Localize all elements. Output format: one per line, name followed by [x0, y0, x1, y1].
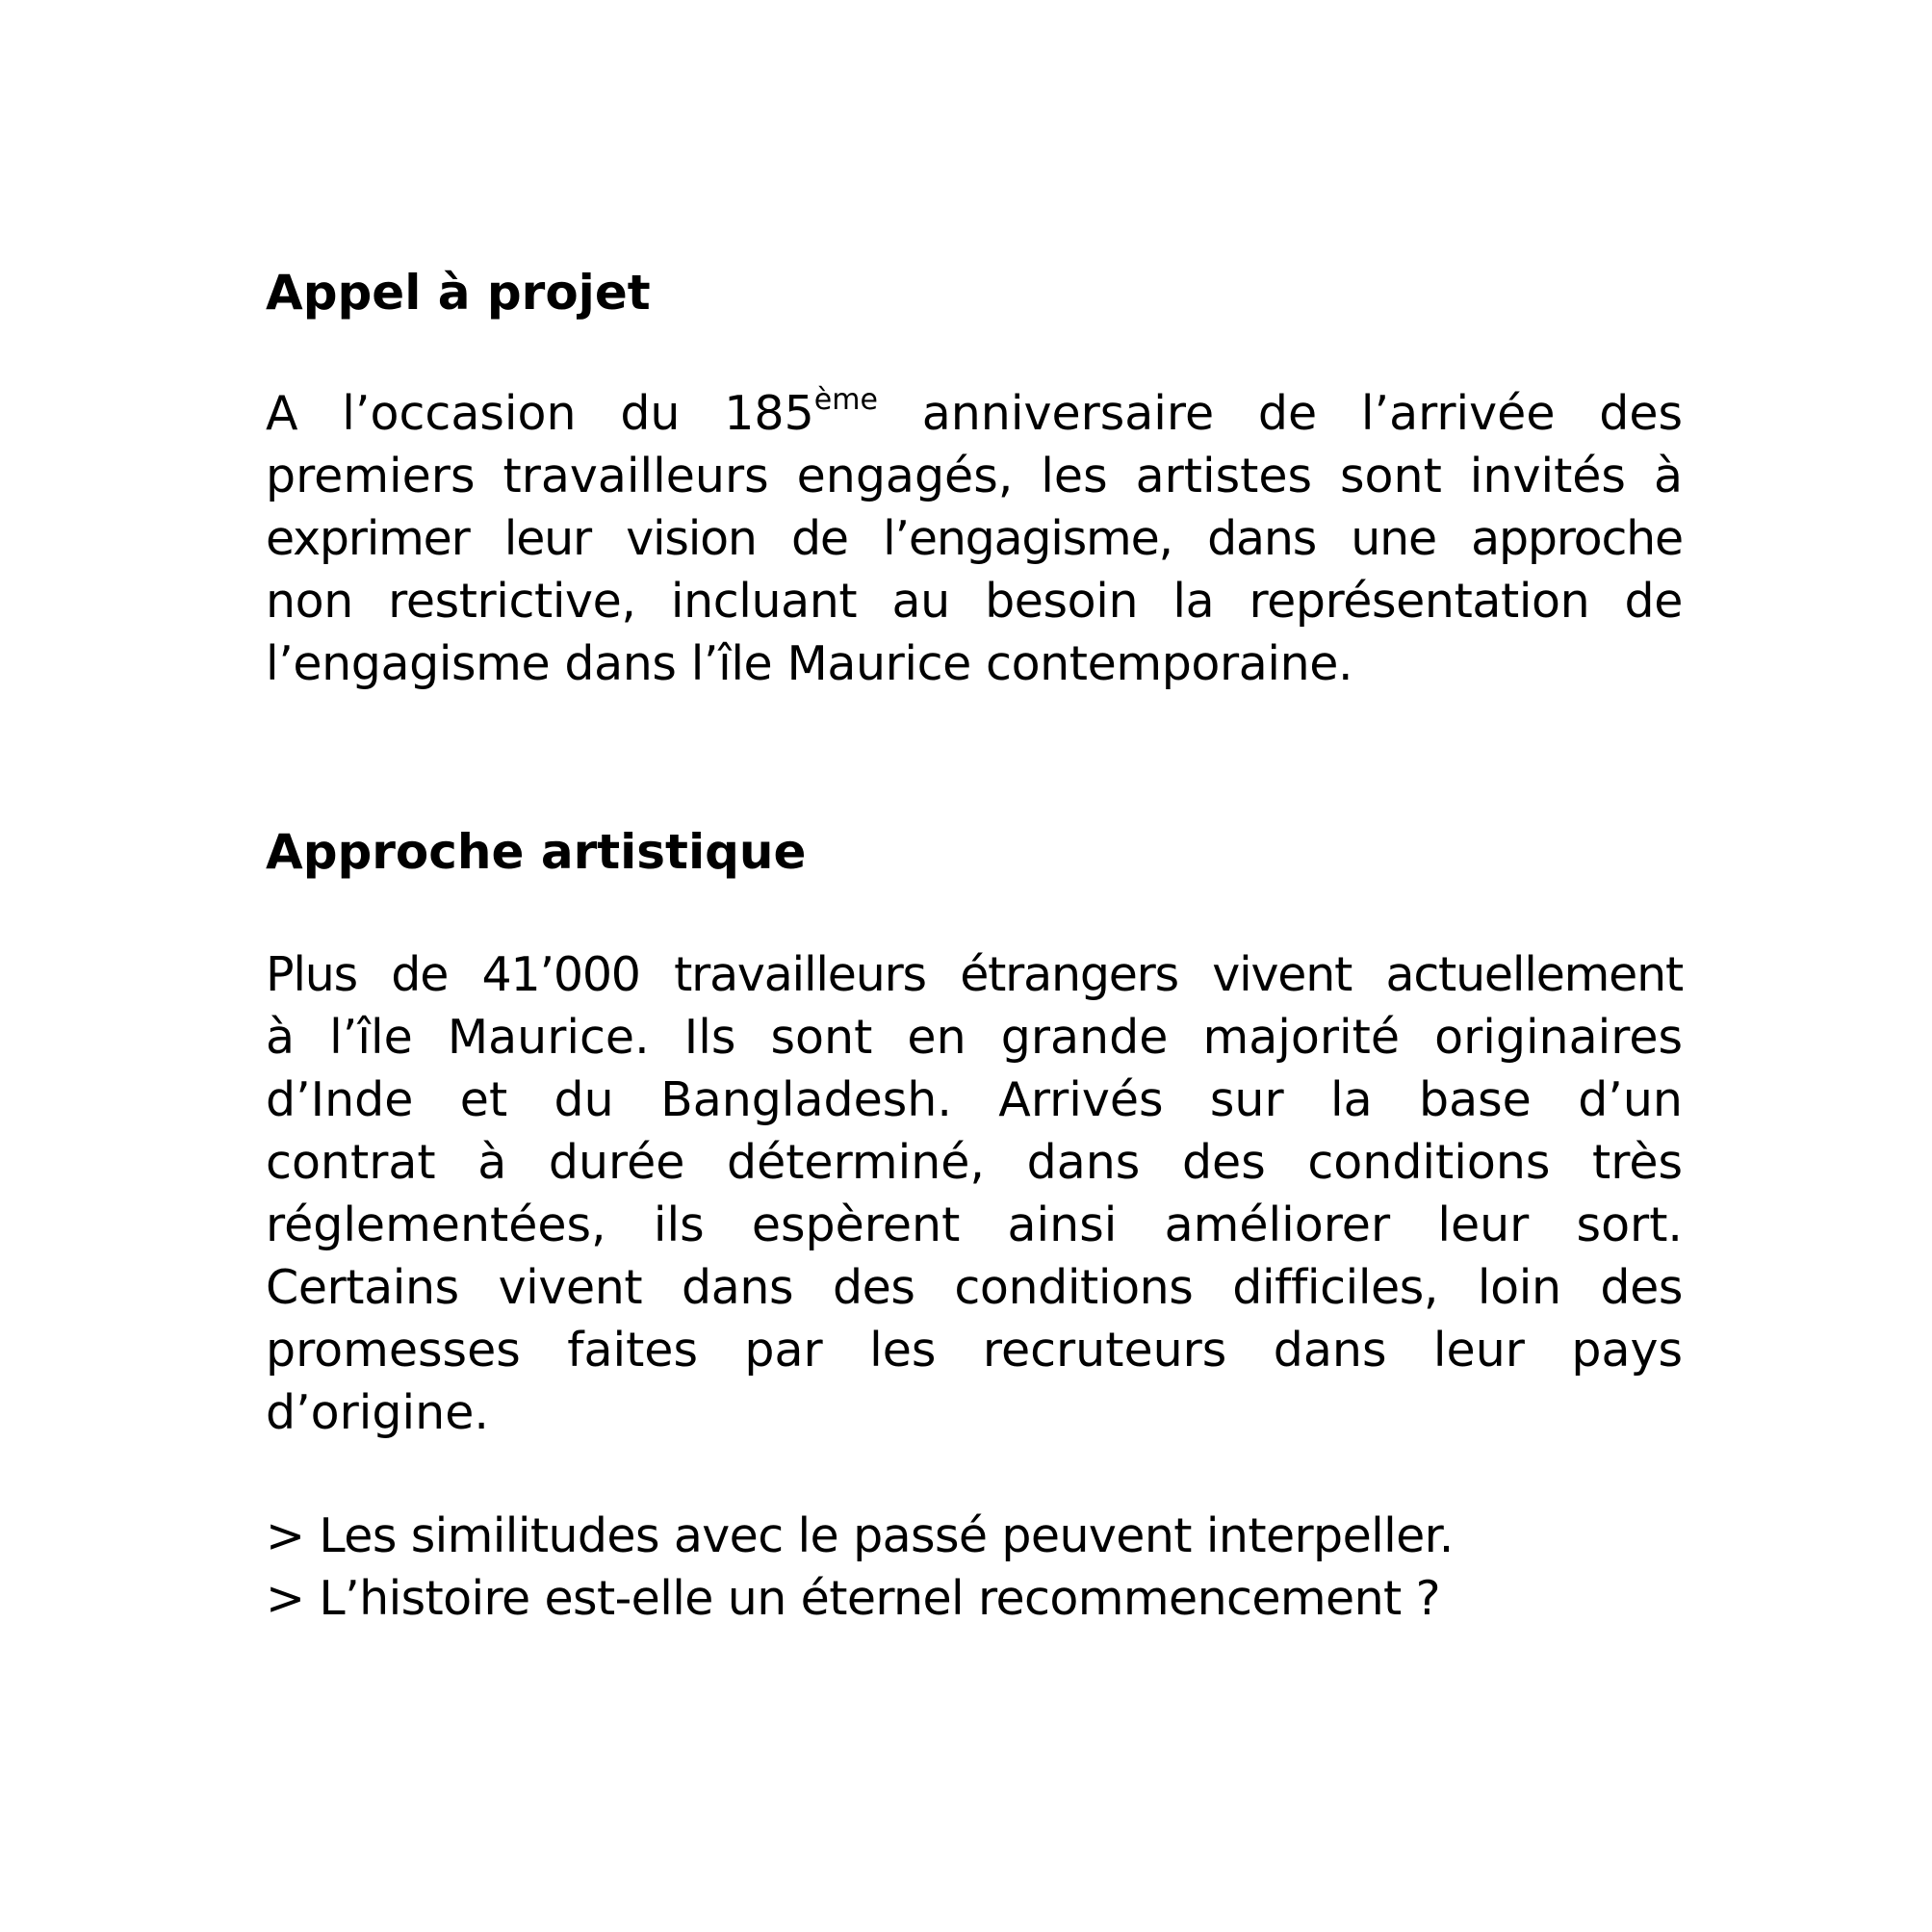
paragraph-line: l’engagisme dans l’île Maurice contemporaine.	[266, 636, 1353, 691]
superscript-ordinal: ème	[813, 382, 878, 417]
paragraph-appel-a-projet	[266, 382, 1683, 695]
section-heading-appel-a-projet: Appel à projet	[266, 265, 651, 321]
paragraph-line: Plus de 41’000 travailleurs étrangers vivent actuellement	[266, 947, 1683, 1002]
paragraph-line: contrat à durée déterminé, dans des conditions très	[266, 1135, 1683, 1190]
paragraph-line	[266, 382, 1683, 445]
list-item: > L’histoire est-elle un éternel recommencement ?	[266, 1571, 1441, 1626]
paragraph-approche-artistique	[266, 943, 1683, 1444]
paragraph-line: exprimer leur vision de l’engagisme, dans une approche	[266, 511, 1683, 566]
document-page	[266, 0, 1683, 1932]
list-item: > Les similitudes avec le passé peuvent interpeller.	[266, 1508, 1454, 1563]
section-heading-approche-artistique: Approche artistique	[266, 824, 807, 880]
paragraph-line: premiers travailleurs engagés, les artistes sont invités à	[266, 449, 1683, 503]
paragraph-line: d’origine.	[266, 1385, 489, 1440]
paragraph-line: à l’île Maurice. Ils sont en grande majorité originaires	[266, 1010, 1683, 1065]
line-text: anniversaire de l’arrivée des	[877, 386, 1684, 441]
paragraph-line: Certains vivent dans des conditions difficiles, loin des	[266, 1260, 1683, 1315]
paragraph-line: promesses faites par les recruteurs dans leur pays	[266, 1323, 1683, 1378]
paragraph-line: réglementées, ils espèrent ainsi améliorer leur sort.	[266, 1198, 1683, 1252]
question-list	[266, 1505, 1683, 1630]
paragraph-line: non restrictive, incluant au besoin la représentation de	[266, 574, 1683, 629]
line-text: A l’occasion du 185	[266, 386, 814, 441]
paragraph-line: d’Inde et du Bangladesh. Arrivés sur la base d’un	[266, 1072, 1683, 1127]
